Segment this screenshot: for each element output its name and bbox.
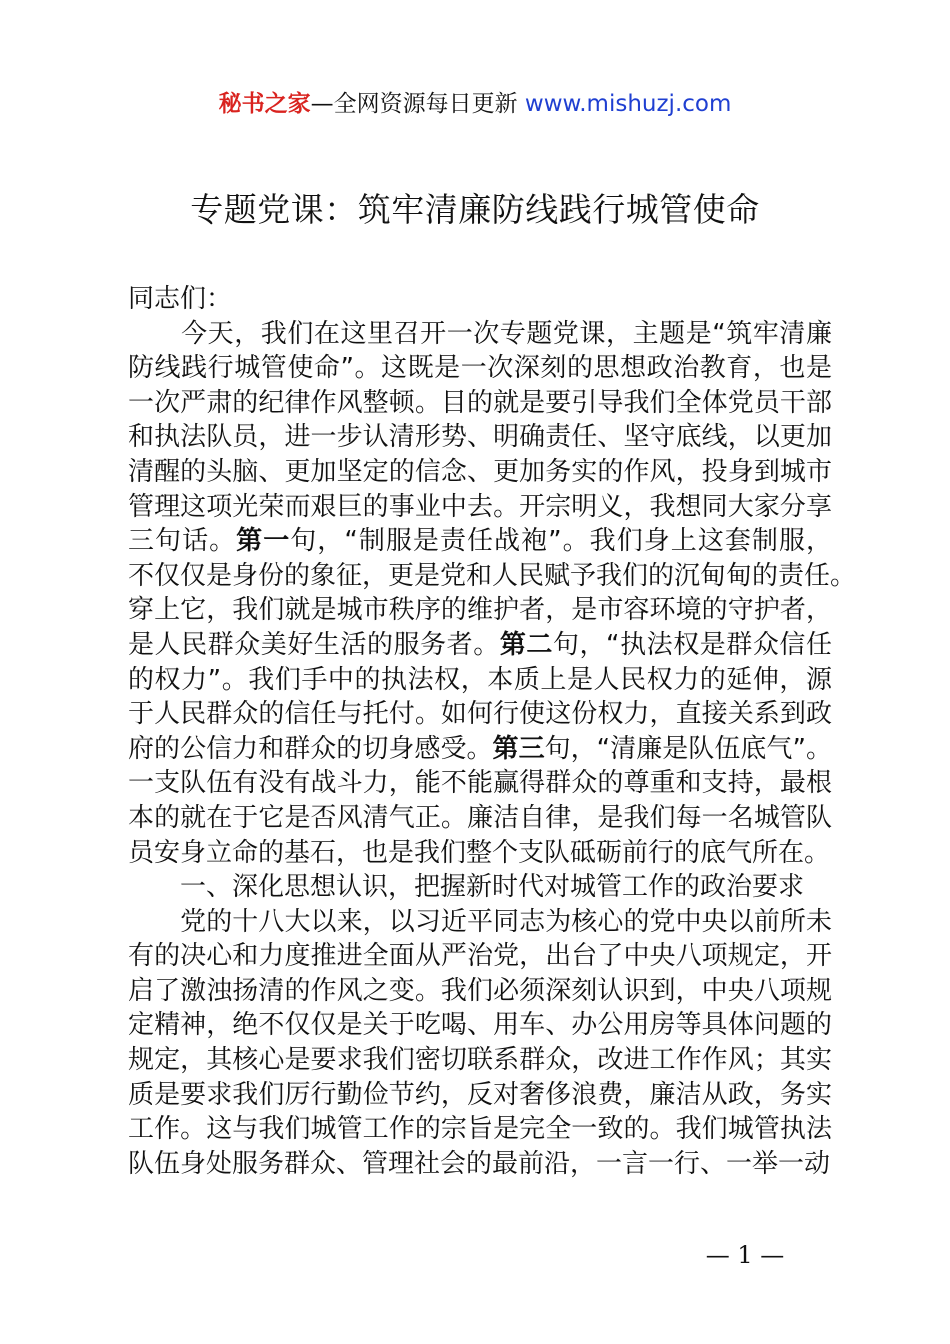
body-line: 党的十八大以来，以习近平同志为核心的党中央以前所未 bbox=[128, 906, 832, 937]
body-text: 句，“清廉是队伍底气”。 bbox=[544, 733, 832, 764]
bold-ordinal: 第三 bbox=[492, 733, 545, 764]
body-line: 穿上它，我们就是城市秩序的维护者，是市容环境的守护者， bbox=[128, 595, 832, 626]
page-number: — 1 — bbox=[705, 1241, 785, 1269]
site-banner bbox=[0, 88, 950, 120]
body-line: 工作。这与我们城管工作的宗旨是完全一致的。我们城管执法 bbox=[128, 1114, 832, 1145]
body-line: 的权力”。我们手中的执法权，本质上是人民权力的延伸，源 bbox=[128, 664, 832, 695]
body-line: 定精神，绝不仅仅是关于吃喝、用车、办公用房等具体问题的 bbox=[128, 1010, 832, 1041]
body-line: 本的就在于它是否风清气正。廉洁自律，是我们每一名城管队 bbox=[128, 802, 832, 833]
site-brand: 秘书之家 bbox=[218, 91, 311, 117]
body-line: 员安身立命的基石，也是我们整个支队砥砺前行的底气所在。 bbox=[128, 837, 831, 868]
body-line: 清醒的头脑、更加坚定的信念、更加务实的作风，投身到城市 bbox=[128, 456, 832, 487]
body-line: 启了激浊扬清的作风之变。我们必须深刻认识到，中央八项规 bbox=[128, 975, 832, 1006]
body-line: 今天，我们在这里召开一次专题党课，主题是“筑牢清廉 bbox=[128, 318, 832, 349]
body-line: 有的决心和力度推进全面从严治党，出台了中央八项规定，开 bbox=[128, 941, 832, 972]
body-line: 和执法队员，进一步认清形势、明确责任、坚守底线，以更加 bbox=[128, 422, 832, 453]
site-slogan: —全网资源每日更新 bbox=[310, 91, 525, 117]
body-line: 一次严肃的纪律作风整顿。目的就是要引导我们全体党员干部 bbox=[128, 387, 832, 418]
body-line bbox=[128, 524, 832, 559]
body-line: 管理这项光荣而艰巨的事业中去。开宗明义，我想同大家分享 bbox=[128, 491, 832, 522]
document-body bbox=[128, 282, 857, 1181]
body-text: 府的公信力和群众的切身感受。 bbox=[128, 733, 493, 764]
site-url[interactable]: www.mishuzj.com bbox=[524, 91, 732, 117]
body-line: 队伍身处服务群众、管理社会的最前沿，一言一行、一举一动 bbox=[128, 1148, 831, 1179]
body-line: 质是要求我们厉行勤俭节约，反对奢侈浪费，廉洁从政，务实 bbox=[128, 1079, 832, 1110]
body-text: 三句话。 bbox=[128, 526, 237, 557]
bold-ordinal: 第一 bbox=[236, 526, 291, 557]
body-text: 句，“制服是责任战袍”。我们身上这套制服， bbox=[290, 526, 832, 557]
document-title: 专题党课：筑牢清廉防线践行城管使命 bbox=[190, 190, 760, 229]
body-line bbox=[128, 732, 832, 767]
bold-ordinal: 第二 bbox=[499, 629, 553, 660]
body-line: 一支队伍有没有战斗力，能不能赢得群众的尊重和支持，最根 bbox=[128, 768, 832, 799]
body-line: 规定，其核心是要求我们密切联系群众，改进工作作风；其实 bbox=[128, 1045, 832, 1076]
body-line: 不仅仅是身份的象征，更是党和人民赋予我们的沉甸甸的责任。 bbox=[128, 560, 857, 591]
body-text: 句，“执法权是群众信任 bbox=[552, 629, 832, 660]
body-line: 于人民群众的信任与托付。如何行使这份权力，直接关系到政 bbox=[128, 699, 832, 730]
body-line bbox=[128, 628, 832, 663]
body-line: 防线践行城管使命”。这既是一次深刻的思想政治教育，也是 bbox=[128, 353, 832, 384]
body-line: 同志们： bbox=[128, 284, 233, 314]
body-text: 是人民群众美好生活的服务者。 bbox=[128, 629, 500, 660]
body-line: 一、深化思想认识，把握新时代对城管工作的政治要求 bbox=[128, 872, 805, 903]
